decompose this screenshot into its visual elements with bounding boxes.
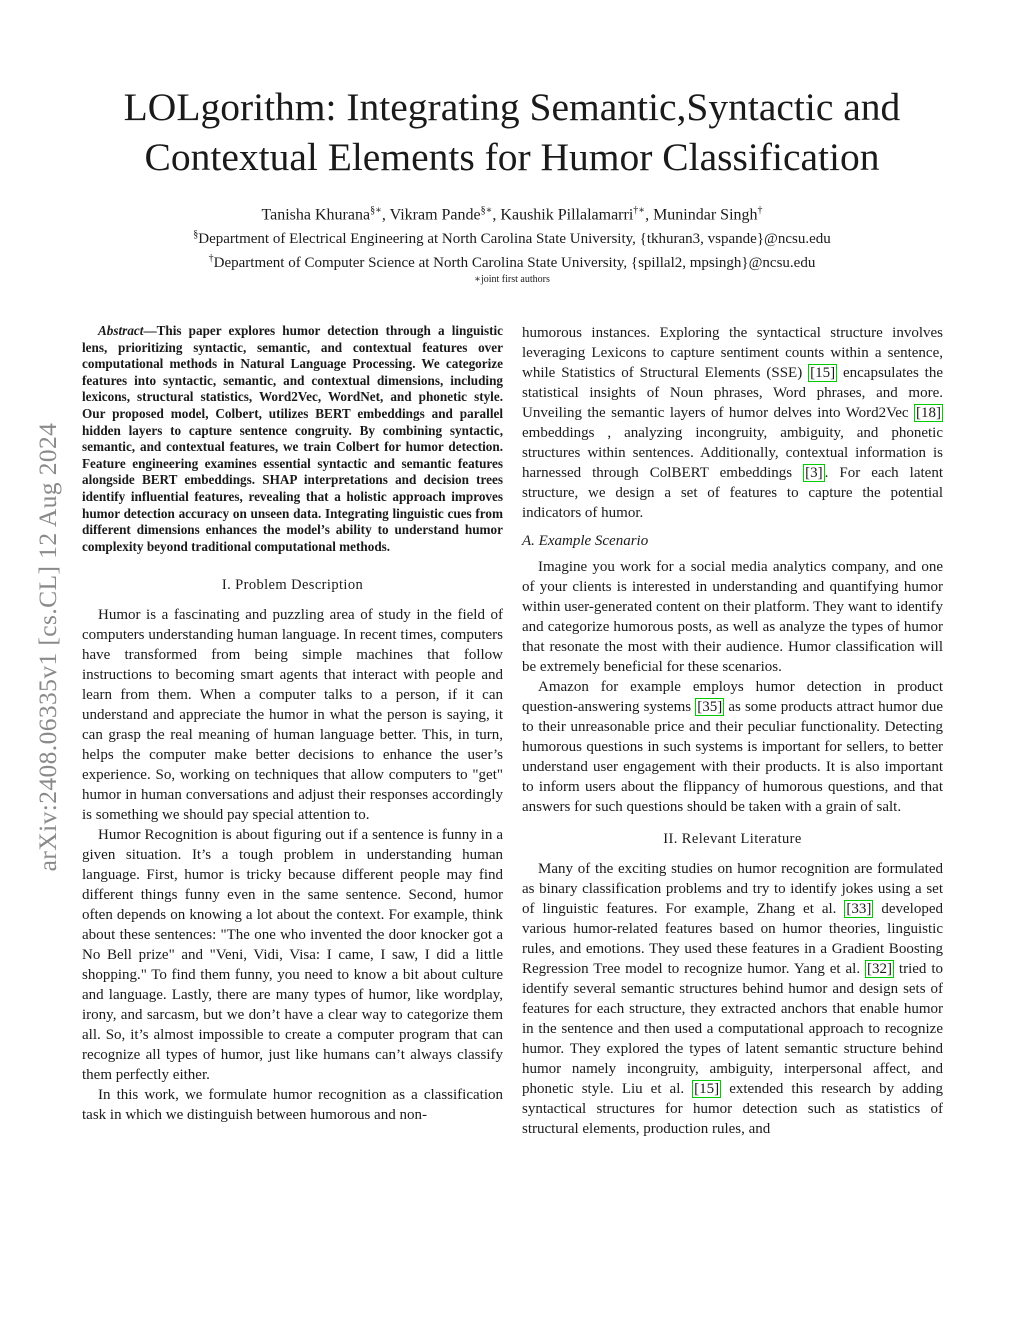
citation-link[interactable]: [18] — [916, 405, 941, 421]
author-list: Tanisha Khurana§∗, Vikram Pande§∗, Kaushik Pillalamarri†∗, Munindar Singh† — [261, 205, 763, 224]
affiliation-cs — [90, 249, 934, 273]
text-run: Amazon for example employs humor detection in product question-answering systems — [522, 679, 943, 715]
text-run: humorous instances. Exploring the syntactical structure involves leveraging Lexicons to capture sentiment counts within a sentence, while Statistics of Structural Elements (SSE) — [522, 325, 943, 381]
affiliation-text: Department of Computer Science at North Carolina State University, {spillal2, mpsingh}@ncsu.edu — [213, 255, 816, 272]
text-run: Many of the exciting studies on humor recognition are formulated as binary classification problems and try to identify jokes using a set of linguistic features. For example, Zhang et al. — [522, 861, 943, 917]
author-name: Munindar Singh — [653, 206, 758, 224]
abstract — [82, 323, 503, 555]
paragraph — [522, 677, 943, 817]
citation-link[interactable]: [15] — [694, 1081, 720, 1097]
author-mark: §∗ — [370, 205, 382, 216]
paragraph: In this work, we formulate humor recognition as a classification task in which we distinguish between humorous and non- — [82, 1087, 503, 1124]
author-mark: † — [757, 205, 763, 216]
abstract-text: This paper explores humor detection through a linguistic lens, prioritizing syntactic, semantic, and contextual features over computational methods in Natural Language Processing. We categorize features into syntactic, semantic, and contextual dimensions, including lexicons, structural statistics, Word2Vec, WordNet, and phonetic style. Our proposed model, Colbert, utilizes BERT embeddings and parallel hidden layers to capture sentence congruity. By combining syntactic, semantic, and contextual features, we train Colbert for humor detection. Feature engineering examines essential syntactic and semantic features alongside BERT embeddings. SHAP interpretations and decision trees identify influential features, revealing that a holistic approach improves humor detection accuracy on unseen data. Integrating linguistic cues from different dimensions enhances the model’s ability to understand humor complexity beyond traditional computational methods. — [82, 323, 503, 554]
author-mark: §∗ — [480, 205, 493, 216]
citation-link[interactable]: [15] — [810, 365, 836, 381]
paragraph-continued — [522, 323, 943, 523]
paper-title: LOLgorithm: Integrating Semantic,Syntactic and Contextual Elements for Humor Classification — [123, 85, 901, 179]
abstract-label: Abstract — [98, 323, 144, 338]
left-column — [82, 323, 503, 1125]
citation-link[interactable]: [35] — [697, 699, 723, 715]
arxiv-identifier: arXiv:2408.06335v1 [cs.CL] 12 Aug 2024 — [33, 422, 62, 872]
text-run: tried to identify several semantic structures behind humor and design sets of features for each structure, they extracted anchors that enable humor in the sentence and then used a computational approach to recognize humor. They explored the types of latent semantic structure behind humor namely incongruity, ambiguity, interpersonal affect, and phonetic style. Liu et al. — [522, 961, 943, 1097]
text-run: encapsulates the statistical insights of Noun phrases, Word phrases, and more. Unveiling the semantic layers of humor delves into Word2Vec — [522, 365, 944, 421]
paragraph: Humor is a fascinating and puzzling area of study in the field of computers understanding human language. In recent times, computers have transformed from being simple machines that follow instructions to becoming smart agents that interact with people and learn from them. When a computer talks to a person, if it can understand and appreciate the humor in what the person is saying, it can grasp the real meaning of human language better. This, in turn, helps the computer make better decisions to enhance the user’s experience. So, working on techniques that allow computers to "get" humor in human conversations and adjust their responses accordingly is something we should pay special attention to. — [82, 607, 503, 824]
author-name: Vikram Pande — [389, 206, 481, 224]
subsection-heading-example: A. Example Scenario — [522, 533, 649, 549]
affiliation-mark: † — [208, 253, 214, 265]
section-heading-problem: I. Problem Description — [221, 577, 364, 594]
affiliation-text: Department of Electrical Engineering at North Carolina State University, {tkhuran3, vspande}@ncsu.edu — [198, 231, 831, 248]
paragraph: Humor Recognition is about figuring out if a sentence is funny in a given situation. It’s a tough problem in understanding human language. First, humor is tricky because different people may find different things funny even in the same sentence. Second, humor often depends on knowing a lot about the context. For example, think about these sentences: "The one who invented the door knocker got a No Bell prize" and "Veni, Vidi, Visa: I came, I saw, I did a little shopping." To find them funny, you need to know a bit about culture and language. Lastly, there are many types of humor, like wordplay, irony, and sarcasm, but we don’t have a clear way to categorize them all. So, it’s almost impossible to create a computer program that can recognize all types of humor, just like humans can’t always classify them perfectly either. — [82, 827, 503, 1084]
text-run: as some products attract humor due to their unreasonable price and their peculiar functionality. Detecting humorous questions in such systems is important for sellers, to better understand user engagement with their products. It is also important to inform users about the flippancy of humorous questions, and that answers for such questions should be taken with a grain of salt. — [522, 699, 944, 815]
text-run: embeddings , analyzing incongruity, ambiguity, and phonetic structures within sentences. Additionally, contextual information is harnessed through ColBERT embeddings — [522, 425, 943, 481]
joint-author-note: ∗joint first authors — [474, 274, 550, 286]
author-mark: †∗ — [633, 205, 646, 216]
paragraph: Imagine you work for a social media analytics company, and one of your clients is interested in understanding and quantifying humor within user-generated content on their platform. They want to identify and categorize humorous posts, as well as analyze the types of humor that resonate the most with their audience. Humor classification will be extremely beneficial for these scenarios. — [522, 559, 943, 675]
text-run: developed various humor-related features based on humor theories, linguistic rules, and emotions. They used these features in a Gradient Boosting Regression Tree model to recognize humor. Yang et al. — [522, 901, 943, 977]
citation-link[interactable]: [32] — [867, 961, 892, 977]
text-run: extended this research by adding syntactical structures for humor detection such as statistics of structural elements, production rules, and — [522, 1081, 943, 1137]
text-run: . For each latent structure, we design a set of features to capture the potential indicators of humor. — [522, 465, 943, 521]
author-name: Kaushik Pillalamarri — [500, 206, 634, 224]
affiliation-mark: § — [193, 229, 199, 241]
author-block — [90, 201, 934, 287]
author-name: Tanisha Khurana — [261, 206, 371, 224]
abstract-dash: — — [143, 323, 157, 338]
citation-link[interactable]: [33] — [846, 901, 872, 917]
section-heading-literature: II. Relevant Literature — [663, 831, 802, 847]
right-column — [522, 323, 943, 1139]
paragraph — [522, 859, 943, 1139]
citation-link[interactable]: [3] — [805, 465, 823, 481]
arxiv-sidebar-stamp — [33, 348, 63, 946]
affiliation-ee — [90, 225, 934, 249]
